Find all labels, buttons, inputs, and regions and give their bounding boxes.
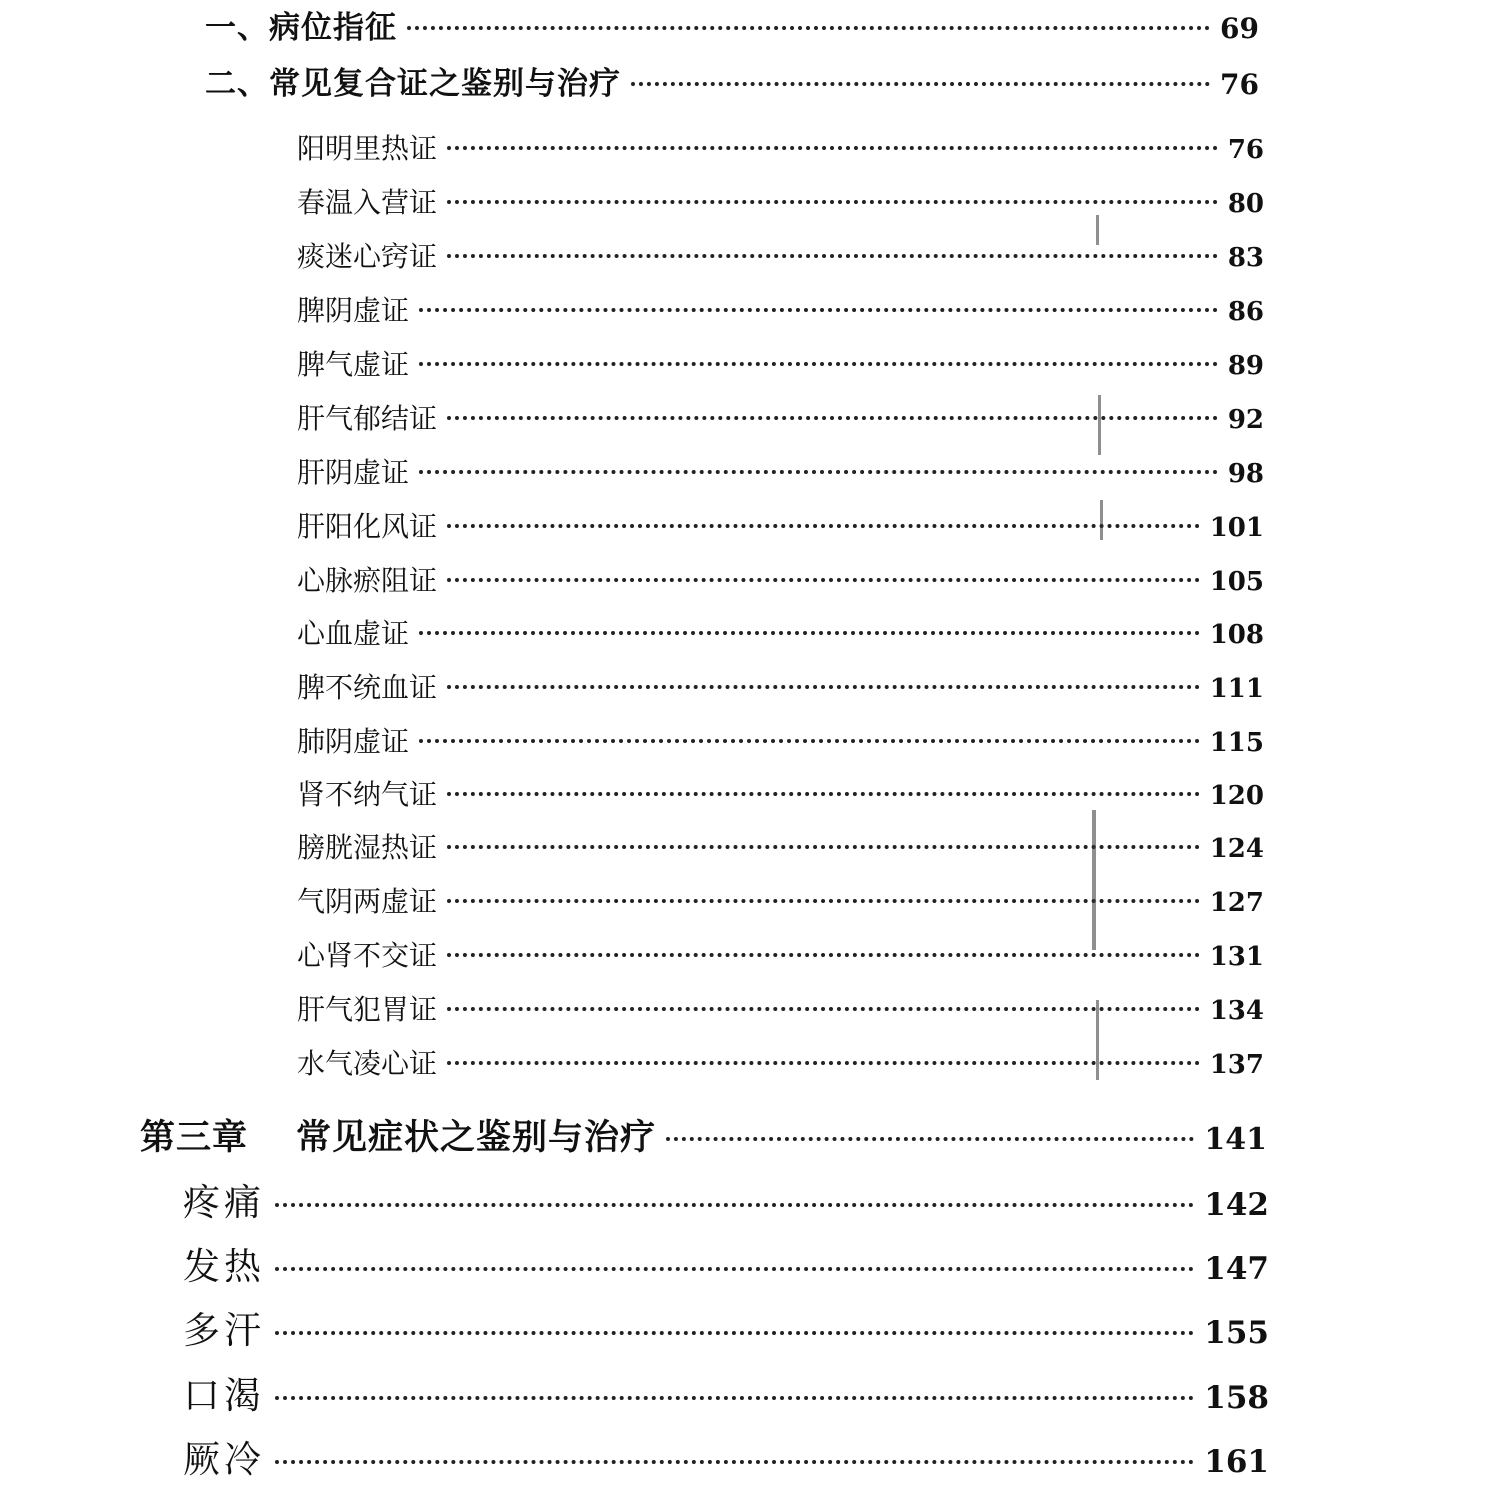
toc-page-number: 98 xyxy=(1227,459,1264,489)
chapter-number: 第三章 xyxy=(140,1117,249,1158)
toc-sub-entry[interactable] xyxy=(297,505,1264,545)
toc-sub-entry[interactable] xyxy=(297,235,1264,275)
toc-sub-entry[interactable] xyxy=(297,988,1264,1028)
toc-entry-label: 肝阴虚证 xyxy=(297,456,410,489)
toc-sub-entry[interactable] xyxy=(297,289,1264,329)
toc-page-number: 142 xyxy=(1204,1187,1269,1223)
dot-leader xyxy=(447,416,1218,420)
toc-entry-label: 多汗 xyxy=(183,1309,265,1352)
toc-symptom-entry[interactable] xyxy=(183,1429,1269,1483)
toc-entry-label: 肺阴虚证 xyxy=(297,725,410,758)
scan-artifact xyxy=(1098,395,1101,455)
toc-page-number: 89 xyxy=(1227,351,1264,381)
dot-leader xyxy=(275,1460,1194,1464)
toc-sub-entry[interactable] xyxy=(297,127,1264,167)
toc-sub-entry[interactable] xyxy=(297,451,1264,491)
toc-sub-entry[interactable] xyxy=(297,343,1264,383)
toc-page-number: 108 xyxy=(1209,620,1264,650)
toc-page-number: 161 xyxy=(1204,1444,1269,1480)
scan-artifact xyxy=(1096,215,1099,245)
toc-sub-entry[interactable] xyxy=(297,880,1264,920)
toc-sub-entry[interactable] xyxy=(297,612,1264,652)
toc-symptom-entry[interactable] xyxy=(183,1236,1269,1290)
toc-page-number: 76 xyxy=(1227,135,1264,165)
dot-leader xyxy=(447,685,1200,689)
toc-entry-label: 春温入营证 xyxy=(297,186,438,219)
dot-leader xyxy=(447,146,1218,150)
toc-symptom-entry[interactable] xyxy=(183,1300,1269,1354)
toc-entry-label: 脾气虚证 xyxy=(297,348,410,381)
dot-leader xyxy=(447,899,1200,903)
toc-sub-entry[interactable] xyxy=(297,1042,1264,1082)
toc-page-number: 105 xyxy=(1209,567,1264,597)
dot-leader xyxy=(447,1061,1200,1065)
scan-artifact xyxy=(1092,810,1096,950)
toc-page-number: 158 xyxy=(1204,1380,1269,1416)
toc-page-number: 137 xyxy=(1209,1050,1264,1080)
dot-leader xyxy=(447,254,1218,258)
toc-sub-entry[interactable] xyxy=(297,720,1264,760)
toc-page-number: 131 xyxy=(1209,942,1264,972)
toc-page-number: 80 xyxy=(1227,189,1264,219)
toc-entry-label: 阳明里热证 xyxy=(297,132,438,165)
toc-entry-label: 二、常见复合证之鉴别与治疗 xyxy=(205,66,621,102)
toc-section-entry[interactable] xyxy=(205,58,1259,103)
dot-leader xyxy=(447,792,1200,796)
dot-leader xyxy=(666,1137,1194,1141)
toc-symptom-entry[interactable] xyxy=(183,1365,1269,1419)
chapter-heading xyxy=(140,1110,656,1160)
toc-entry-label: 发热 xyxy=(183,1245,265,1288)
toc-entry-label: 痰迷心窍证 xyxy=(297,240,438,273)
dot-leader xyxy=(275,1331,1194,1335)
toc-page-number: 127 xyxy=(1209,888,1264,918)
toc-entry-label: 气阴两虚证 xyxy=(297,885,438,918)
toc-entry-label: 膀胱湿热证 xyxy=(297,831,438,864)
dot-leader xyxy=(419,631,1200,635)
toc-sub-entry[interactable] xyxy=(297,397,1264,437)
toc-page-number: 134 xyxy=(1209,996,1264,1026)
toc-section-entry[interactable] xyxy=(205,2,1259,47)
dot-leader xyxy=(419,362,1218,366)
dot-leader xyxy=(419,470,1218,474)
toc-entry-label: 厥冷 xyxy=(183,1438,265,1481)
toc-chapter-entry[interactable] xyxy=(140,1110,1267,1160)
toc-page-number: 76 xyxy=(1220,68,1259,101)
toc-page-number: 147 xyxy=(1204,1251,1269,1287)
toc-sub-entry[interactable] xyxy=(297,826,1264,866)
dot-leader xyxy=(447,1007,1200,1011)
toc-page-number: 124 xyxy=(1209,834,1264,864)
toc-page-number: 115 xyxy=(1209,728,1264,758)
toc-sub-entry[interactable] xyxy=(297,559,1264,599)
toc-entry-label: 肝气郁结证 xyxy=(297,402,438,435)
toc-entry-label: 肝气犯胃证 xyxy=(297,993,438,1026)
toc-page-number: 155 xyxy=(1204,1315,1269,1351)
toc-sub-entry[interactable] xyxy=(297,666,1264,706)
toc-page-number: 69 xyxy=(1220,12,1259,45)
toc-sub-entry[interactable] xyxy=(297,934,1264,974)
toc-symptom-entry[interactable] xyxy=(183,1172,1269,1226)
toc-page-number: 86 xyxy=(1227,297,1264,327)
toc-page-number: 120 xyxy=(1209,781,1264,811)
toc-entry-label: 肝阳化风证 xyxy=(297,510,438,543)
toc-entry-label: 水气凌心证 xyxy=(297,1047,438,1080)
dot-leader xyxy=(447,200,1218,204)
toc-page-number: 141 xyxy=(1204,1122,1267,1157)
dot-leader xyxy=(447,845,1200,849)
toc-entry-label: 脾阴虚证 xyxy=(297,294,410,327)
dot-leader xyxy=(631,82,1210,86)
dot-leader xyxy=(447,578,1200,582)
toc-entry-label: 脾不统血证 xyxy=(297,671,438,704)
toc-sub-entry[interactable] xyxy=(297,773,1264,813)
toc-entry-label: 心肾不交证 xyxy=(297,939,438,972)
dot-leader xyxy=(275,1267,1194,1271)
dot-leader xyxy=(275,1396,1194,1400)
scan-artifact xyxy=(1100,500,1103,540)
dot-leader xyxy=(419,308,1218,312)
toc-page-number: 111 xyxy=(1209,674,1264,704)
toc-page-number: 101 xyxy=(1209,513,1264,543)
toc-entry-label: 疼痛 xyxy=(183,1181,265,1224)
toc-entry-label: 口渴 xyxy=(183,1374,265,1417)
toc-entry-label: 心脉瘀阻证 xyxy=(297,564,438,597)
dot-leader xyxy=(275,1203,1194,1207)
chapter-title: 常见症状之鉴别与治疗 xyxy=(296,1117,657,1158)
toc-page-number: 83 xyxy=(1227,243,1264,273)
dot-leader xyxy=(407,26,1210,30)
toc-entry-label: 肾不纳气证 xyxy=(297,778,438,811)
toc-entry-label: 一、病位指征 xyxy=(205,10,397,46)
toc-page-number: 92 xyxy=(1227,405,1264,435)
toc-entry-label: 心血虚证 xyxy=(297,617,410,650)
scan-artifact xyxy=(1096,1000,1099,1080)
dot-leader xyxy=(447,524,1200,528)
toc-sub-entry[interactable] xyxy=(297,181,1264,221)
dot-leader xyxy=(447,953,1200,957)
dot-leader xyxy=(419,739,1200,743)
